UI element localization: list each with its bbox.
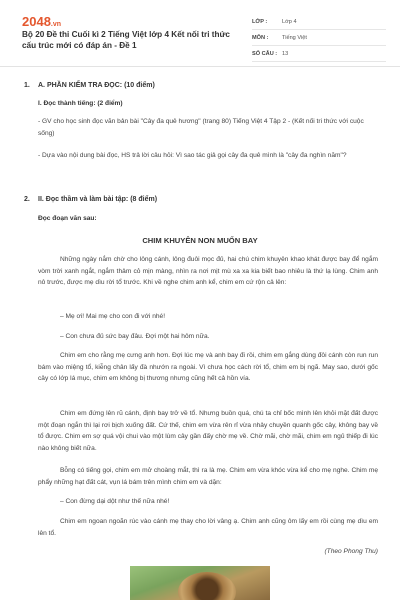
section-2-subheading: Đọc đoạn văn sau: <box>38 215 97 222</box>
section-number: 2. <box>24 196 30 203</box>
meta-value: Tiếng Việt <box>282 34 307 41</box>
meta-value: 13 <box>282 50 289 57</box>
logo-tld: .vn <box>50 21 62 28</box>
paragraph: - Dựa vào nội dung bài đọc, HS trả lời câu hỏi: Vì sao tác giả gọi cây đa quê mình là "cây đa nghìn năm"? <box>38 152 347 159</box>
story-title: CHIM KHUYÊN NON MUỐN BAY <box>142 236 258 245</box>
exam-meta <box>252 14 386 62</box>
exam-header <box>0 0 400 67</box>
story-author: (Theo Phong Thu) <box>324 548 378 555</box>
meta-label: SỐ CÂU : <box>252 50 278 57</box>
story-paragraph: Chim em đứng lên rũ cánh, định bay trở về tổ. Nhưng buồn quá, chú ta chỉ bốc mình lên khỏi mặt đất được một đoạn ngắn thì lại rơi bịch xuống đất. Cứ thế, chim em vừa rên rỉ vừa nhảy chuyền quanh gốc cây, không bay về tổ được. Chim em sợ quá vội chui vào một lùm cây gần đấy chờ mẹ về. Chờ mãi, chờ mãi, chim em ngủ thiếp đi lúc nào không biết nữa. <box>38 410 378 452</box>
section-1-subheading: I. Đọc thành tiếng: (2 điểm) <box>38 100 123 107</box>
meta-label: MÔN : <box>252 34 269 41</box>
dialogue-line: – Con chưa đủ sức bay đâu. Đợi một hai hôm nữa. <box>60 333 210 340</box>
section-number: 1. <box>24 82 30 89</box>
site-logo[interactable] <box>22 14 61 29</box>
section-title: II. Đọc thầm và làm bài tập: (8 điểm) <box>38 196 158 203</box>
story-paragraph: Những ngày nắm chờ cho lông cánh, lông đuôi mọc đủ, hai chú chim khuyên khao khát được bay để ngắm vòm trời xanh ngắt, ngắm thảm cỏ mịn màng, nhìn ra nơi mịt mù xa xa kia biết bao nhiêu là thứ lạ lùng. Chim anh nô trước, được mẹ dìu rời tổ trước. Khi về nghe chim anh kể, chim em cứ rộn cả lên: <box>38 256 378 286</box>
meta-row-grade <box>252 14 386 30</box>
logo-main: 2048 <box>22 14 51 29</box>
story-paragraph: Chim em cho rằng mẹ cưng anh hơn. Đợi lúc mẹ và anh bay đi rồi, chim em gắng dùng đôi cánh còn run run bám vào miệng tổ, kiễng chân lấy đà nhướn ra ngoài. Vì chưa học cách rời tổ, chim em bị ngã. May sao, dưới gốc cây có lớp lá mục, chim em không bị thương nhưng cũng hết cả hồn vía. <box>38 352 378 382</box>
story-paragraph: Bỗng có tiếng gọi, chim em mở choàng mắt, thì ra là mẹ. Chim em vừa khóc vừa kể cho mẹ nghe. Chim mẹ phẩy những hạt đất cát, vụn lá bám trên mình chim em và dặn: <box>38 467 378 486</box>
dialogue-line: – Con đừng dại dột như thế nữa nhé! <box>60 498 170 505</box>
nest-shape <box>178 572 236 600</box>
meta-value: Lớp 4 <box>282 18 297 25</box>
story-paragraph: Chim em ngoan ngoãn rúc vào cánh mẹ thay cho lời vâng ạ. Chim anh cũng ôm lấy em rồi cùng mẹ dìu em lên tổ. <box>38 518 378 537</box>
bird-nest-image <box>130 566 270 600</box>
meta-row-question-count <box>252 46 386 62</box>
document-title: Bộ 20 Đề thi Cuối kì 2 Tiếng Việt lớp 4 Kết nối tri thức cấu trúc mới có đáp án - Đề 1 <box>22 30 230 50</box>
section-title: A. PHẦN KIỂM TRA ĐỌC: (10 điểm) <box>38 82 155 89</box>
dialogue-line: – Mẹ ơi! Mai mẹ cho con đi với nhé! <box>60 313 166 320</box>
meta-row-subject <box>252 30 386 46</box>
paragraph: - GV cho học sinh đọc văn bản bài "Cây đa quê hương" (trang 80) Tiếng Việt 4 Tập 2 - (Kết nối tri thức với cuộc sống) <box>38 118 364 137</box>
meta-label: LỚP : <box>252 18 268 25</box>
